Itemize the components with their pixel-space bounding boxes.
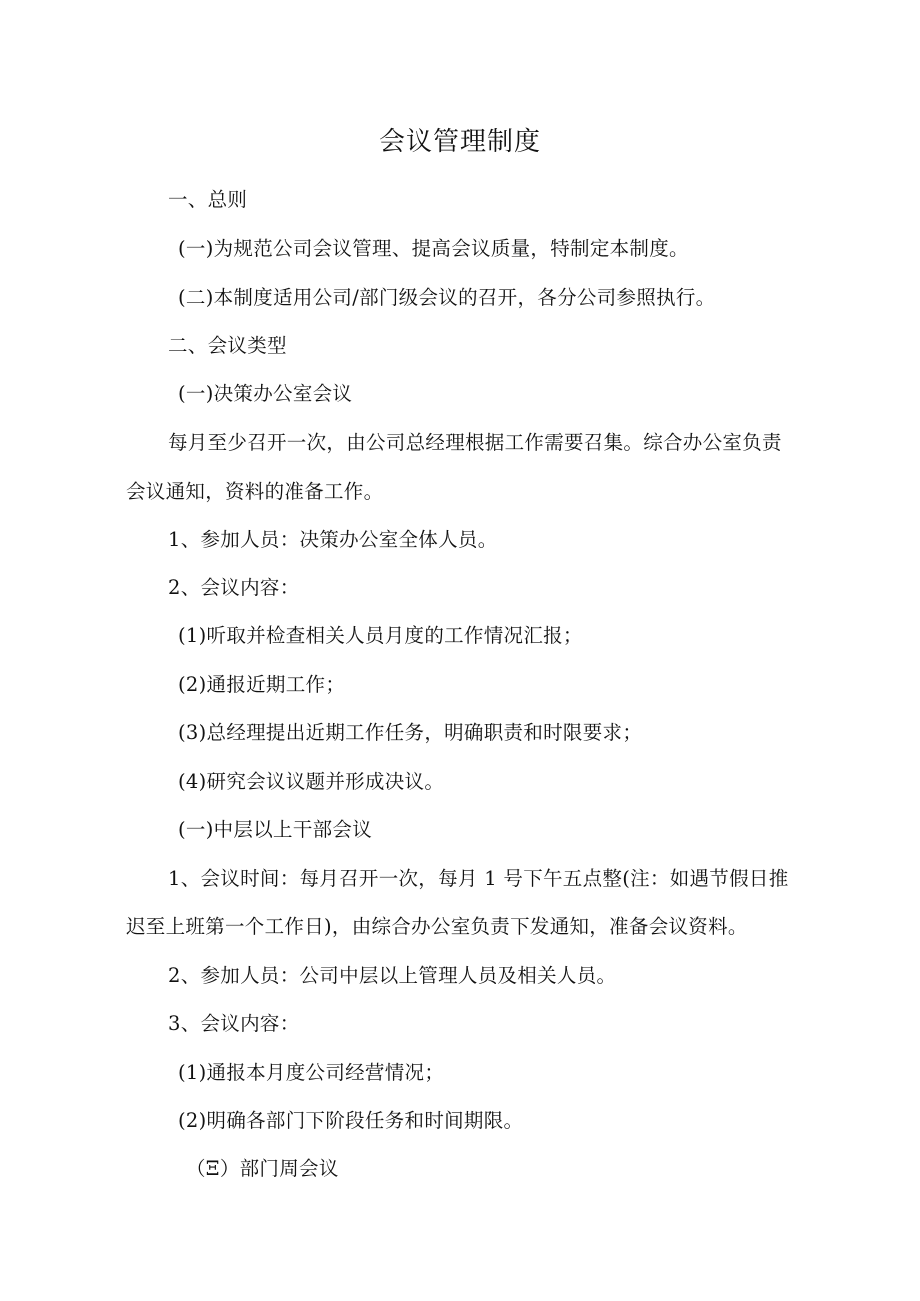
list-item: (2)通报近期工作； <box>178 673 346 696</box>
list-item: 2、参加人员：公司中层以上管理人员及相关人员。 <box>168 964 617 987</box>
list-item: 1、会议时间：每月召开一次，每月 1 号下午五点整(注：如遇节假日推 <box>168 867 789 890</box>
list-item: (4)研究会议议题并形成决议。 <box>178 770 445 793</box>
list-item: (2)明确各部门下阶段任务和时间期限。 <box>178 1109 524 1132</box>
list-item: 3、会议内容： <box>168 1012 300 1035</box>
paragraph: (一)为规范公司会议管理、提高会议质量，特制定本制度。 <box>178 237 689 260</box>
paragraph: (二)本制度适用公司/部门级会议的召开，各分公司参照执行。 <box>178 286 716 309</box>
subsection-heading: （Ξ）部门周会议 <box>186 1157 339 1180</box>
section-heading-meeting-types: 二、会议类型 <box>168 334 287 357</box>
subsection-heading: (一)决策办公室会议 <box>178 382 353 405</box>
list-item: (3)总经理提出近期工作任务，明确职责和时限要求； <box>178 721 643 744</box>
list-item: 1、参加人员：决策办公室全体人员。 <box>168 528 498 551</box>
subsection-heading: (一)中层以上干部会议 <box>178 818 373 841</box>
list-item: (1)通报本月度公司经营情况； <box>178 1061 445 1084</box>
paragraph-continuation: 会议通知，资料的准备工作。 <box>126 480 384 503</box>
list-item: (1)听取并检查相关人员月度的工作情况汇报； <box>178 624 583 647</box>
document-title: 会议管理制度 <box>378 127 541 157</box>
section-heading-general: 一、总则 <box>168 188 248 211</box>
paragraph: 每月至少召开一次，由公司总经理根据工作需要召集。综合办公室负责 <box>168 431 782 454</box>
list-item: 2、会议内容： <box>168 576 300 599</box>
paragraph-continuation: 迟至上班第一个工作日)，由综合办公室负责下发通知，准备会议资料。 <box>126 915 748 938</box>
